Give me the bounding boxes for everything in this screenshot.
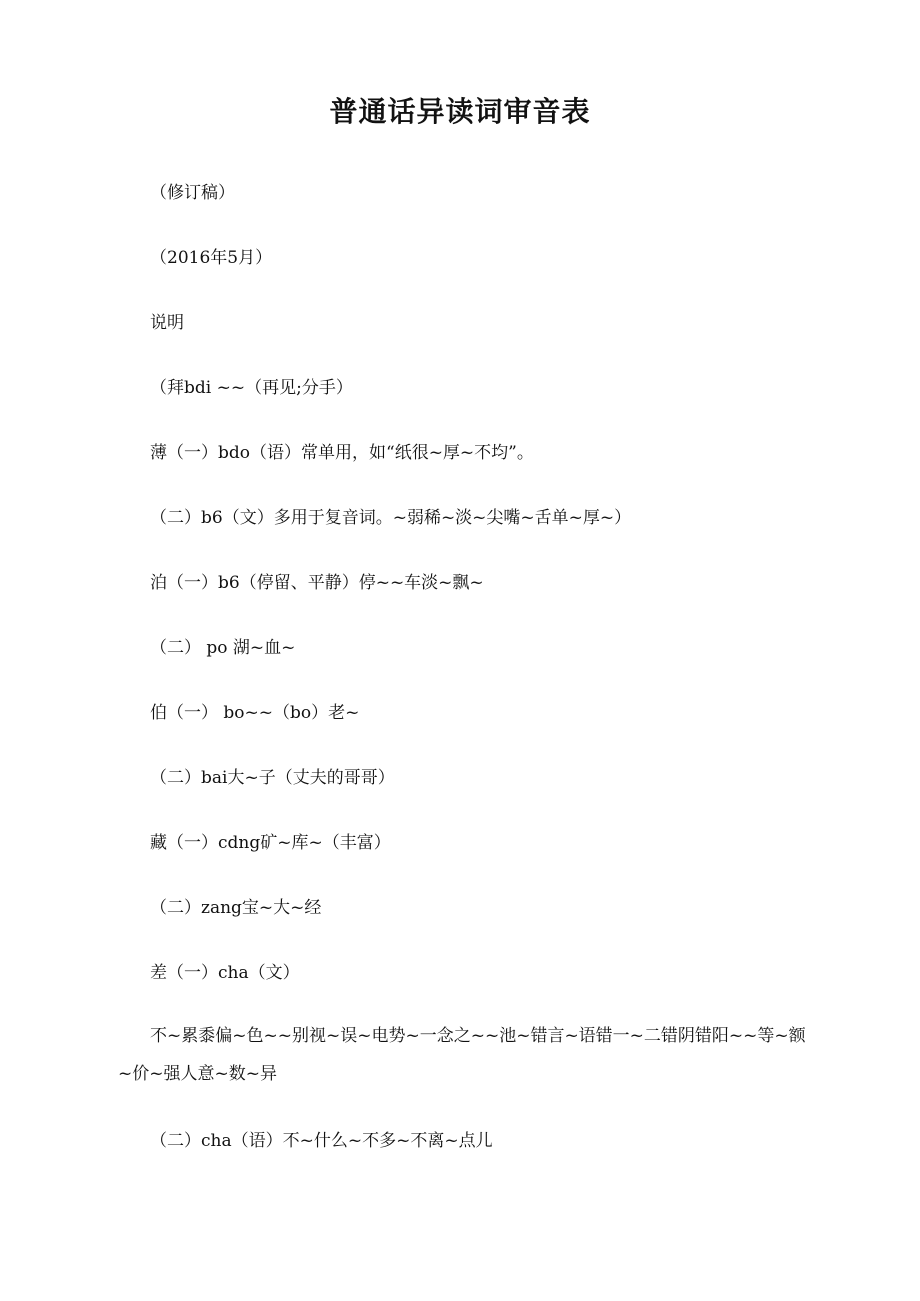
text-line: （二）b6（文）多用于复音词。~弱稀~淡~尖嘴~舌单~厚~） xyxy=(150,508,632,528)
text-line: 藏（一）cdng矿~库~（丰富） xyxy=(150,833,391,853)
text-line: （拜bdi ~~（再见;分手） xyxy=(150,378,353,398)
text-line: （二） po 湖~血~ xyxy=(150,638,296,658)
text-line: 说明 xyxy=(150,313,184,333)
text-line: 差（一）cha（文） xyxy=(150,963,300,983)
text-line: 泊（一）b6（停留、平静）停~~车淡~飘~ xyxy=(150,573,484,593)
text-line: 伯（一） bo~~（bo）老~ xyxy=(150,703,360,723)
text-line: （2016年5月） xyxy=(150,248,273,268)
text-line: （二）cha（语）不~什么~不多~不离~点儿 xyxy=(150,1131,493,1151)
text-line: （二）zang宝~大~经 xyxy=(150,898,322,918)
document-title: 普通话异读词审音表 xyxy=(329,95,591,128)
text-paragraph: 不~累黍偏~色~~别视~误~电势~一念之~~池~错言~语错一~二错阴错阳~~等~额~价~强人意~数~异 xyxy=(118,1026,806,1084)
text-line: （修订稿） xyxy=(150,183,235,203)
text-line: （二）bai大~子（丈夫的哥哥） xyxy=(150,768,395,788)
text-line: 薄（一）bdo（语）常单用，如“纸很~厚~不均”。 xyxy=(150,443,534,463)
